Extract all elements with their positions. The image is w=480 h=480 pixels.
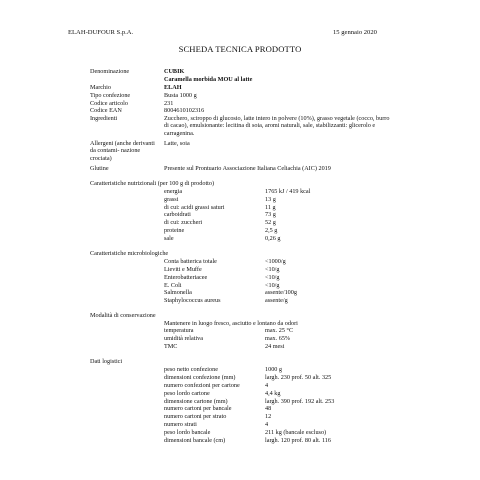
table-row — [0, 437, 480, 444]
micro-value: <10/g — [265, 274, 280, 281]
table-row — [0, 196, 480, 203]
nutrition-label: carboidrati — [164, 211, 191, 218]
conservazione-heading: Modalità di conservazione — [90, 312, 156, 319]
table-row — [0, 343, 480, 350]
table-row — [0, 211, 480, 218]
denominazione-label: Denominazione — [90, 68, 130, 75]
nutrition-value: 11 g — [265, 204, 276, 211]
marchio-value: ELAH — [164, 84, 182, 91]
table-row — [0, 429, 480, 436]
logistica-value: largh. 230 prof. 50 alt. 325 — [265, 374, 332, 381]
table-row — [0, 421, 480, 428]
logistica-label: peso netto confezione — [164, 366, 218, 373]
logistica-value: 4 — [265, 382, 269, 389]
nutrition-value: 0,26 g — [265, 235, 281, 242]
table-row — [0, 390, 480, 397]
micro-label: Conta batterica totale — [164, 258, 217, 265]
glutine-value: Presente sul Prontuario Associazione Italiana Celiachia (AIC) 2019 — [164, 165, 331, 172]
table-row — [0, 274, 480, 281]
nutrition-label: energia — [164, 188, 183, 195]
allergeni-value: Latte, soia — [164, 140, 190, 147]
table-row — [0, 235, 480, 242]
conservazione-value: max. 65% — [265, 335, 291, 342]
table-row — [0, 227, 480, 234]
nutrition-value: 73 g — [265, 211, 276, 218]
product-subtitle: Caramella morbida MOU al latte — [164, 76, 253, 83]
ingredienti-value: Zucchero, sciroppo di glucosio, latte intero in polvere (10%), grasso vegetale (cocco, burro di cacao), emulsionante: lecitina di soia, aromi naturali, sale, stabilizzanti: glicerolo e carragenina. — [164, 115, 390, 137]
table-row — [0, 374, 480, 381]
logistica-label: dimensione cartone (mm) — [164, 398, 228, 405]
table-row — [0, 219, 480, 226]
table-row — [0, 382, 480, 389]
logistica-value: 4 — [265, 421, 269, 428]
conservazione-value: max. 25 °C — [265, 327, 294, 334]
denominazione-row — [0, 68, 480, 75]
tipo-value: Busta 1000 g — [164, 92, 197, 99]
micro-label: Lieviti e Muffe — [164, 266, 202, 273]
nutrition-value: 2,5 g — [265, 227, 278, 234]
ean-value: 8004610102316 — [164, 107, 205, 114]
table-row — [0, 405, 480, 412]
table-row — [0, 335, 480, 342]
logistica-label: numero cartoni per bancale — [164, 405, 232, 412]
conservazione-label: temperatura — [164, 327, 194, 334]
logistica-value: 211 kg (bancale escluso) — [265, 429, 327, 436]
micro-label: E. Coli — [164, 282, 182, 289]
logistica-value: 4,4 kg — [265, 390, 281, 397]
company-name: ELAH-DUFOUR S.p.A. — [68, 29, 134, 36]
logistica-value: 12 — [265, 413, 272, 420]
logistica-value: largh. 120 prof. 80 alt. 116 — [265, 437, 331, 444]
logistica-value: 1000 g — [265, 366, 283, 373]
logistica-label: peso lordo cartone — [164, 390, 210, 397]
codice-label: Codice articolo — [90, 100, 128, 107]
glutine-row — [0, 165, 480, 172]
ean-row — [0, 107, 480, 114]
micro-label: Staphylococcus aureus — [164, 297, 221, 304]
nutrition-label: di cui: zuccheri — [164, 219, 203, 226]
table-row — [0, 327, 480, 334]
codice-value: 231 — [164, 100, 174, 107]
nutrition-label: proteine — [164, 227, 185, 234]
allergeni-row — [0, 140, 480, 162]
logistica-label: numero confezioni per cartone — [164, 382, 240, 389]
subtitle-row — [0, 76, 480, 83]
denominazione-value: CUBIK — [164, 68, 185, 75]
conservazione-label: TMC — [164, 343, 178, 350]
micro-heading: Caratteristiche microbiologiche — [90, 250, 169, 257]
micro-value: <10/g — [265, 266, 280, 273]
ingredienti-row — [0, 115, 480, 137]
micro-value: <1000/g — [265, 258, 286, 265]
logistica-label: numero cartoni per strato — [164, 413, 227, 420]
logistica-label: dimensioni bancale (cm) — [164, 437, 226, 444]
conservazione-note: Mantenere in luogo fresco, asciutto e lontano da odori — [164, 320, 298, 327]
logistica-value: largh. 390 prof. 192 alt. 253 — [265, 398, 335, 405]
conservazione-value: 24 mesi — [265, 343, 285, 350]
table-row — [0, 366, 480, 373]
table-row — [0, 289, 480, 296]
logistica-label: peso lordo bancale — [164, 429, 211, 436]
nutrition-value: 1765 kJ / 419 kcal — [265, 188, 311, 195]
tipo-label: Tipo confezione — [90, 92, 131, 99]
logistica-value: 48 — [265, 405, 272, 412]
ingredienti-label: Ingredienti — [90, 115, 118, 122]
table-row — [0, 188, 480, 195]
marchio-label: Marchio — [90, 84, 111, 91]
table-row — [0, 266, 480, 273]
nutrition-value: 52 g — [265, 219, 276, 226]
nutrition-label: grassi — [164, 196, 179, 203]
micro-value: <10/g — [265, 282, 280, 289]
micro-value: assente/100g — [265, 289, 297, 296]
tipo-row — [0, 92, 480, 99]
conservazione-label: umidità relativa — [164, 335, 204, 342]
table-row — [0, 413, 480, 420]
nutrition-label: di cui: acidi grassi saturi — [164, 204, 225, 211]
micro-label: Enterobatteriacee — [164, 274, 208, 281]
nutrition-label: sale — [164, 235, 174, 242]
nutrition-heading: Caratteristiche nutrizionali (per 100 g di prodotto) — [90, 180, 215, 187]
micro-value: assente/g — [265, 297, 288, 304]
marchio-row — [0, 84, 480, 91]
allergeni-label: Allergeni (anche derivanti da contami- nazione crociata) — [90, 140, 155, 162]
document-title: SCHEDA TECNICA PRODOTTO — [178, 44, 302, 54]
ean-label: Codice EAN — [90, 107, 122, 114]
nutrition-value: 13 g — [265, 196, 276, 203]
document-date: 15 gennaio 2020 — [333, 29, 377, 36]
table-row — [0, 258, 480, 265]
table-row — [0, 297, 480, 304]
logistica-label: dimensioni confezione (mm) — [164, 374, 236, 381]
logistica-label: numero strati — [164, 421, 197, 428]
glutine-label: Glutine — [90, 165, 109, 172]
logistica-heading: Dati logistici — [90, 358, 123, 365]
micro-label: Salmonella — [164, 289, 192, 296]
